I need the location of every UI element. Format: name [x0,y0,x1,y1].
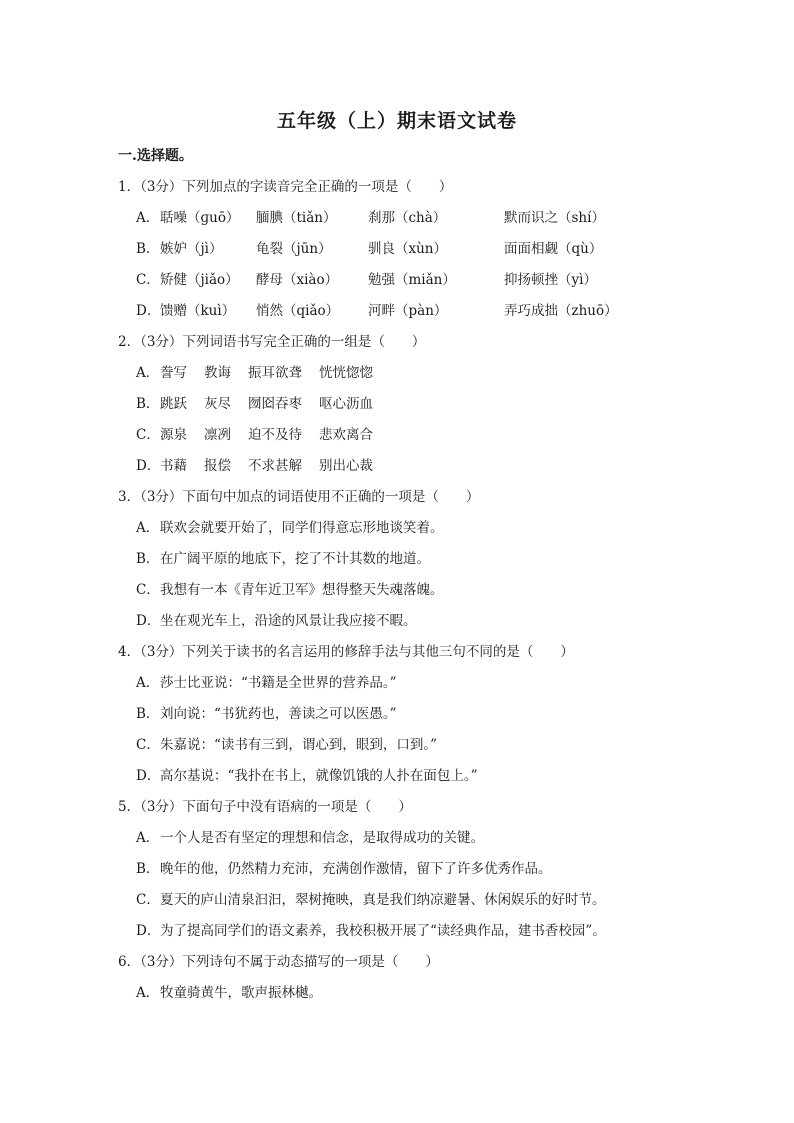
option-row [118,668,738,699]
option-row [118,389,738,420]
option-letter: D． [136,458,161,474]
option-letter: B． [136,861,160,877]
option-row [118,730,738,761]
option-letter: A． [136,675,160,691]
option-item: 不求甚解 [248,458,302,474]
option-item: 悄然（qiǎo） [256,303,340,319]
option-item: 源泉 [160,427,187,443]
option-row [118,916,738,947]
option-letter: C． [136,427,160,443]
question-5 [118,792,738,947]
option-row [118,885,738,916]
option-row [118,544,738,575]
option-item: 迫不及待 [248,427,302,443]
option-row [118,761,738,792]
question-stem: 5．（3分）下面句子中没有语病的一项是（ ） [118,799,412,815]
option-text: 牧童骑黄牛，歌声振林樾。 [160,985,322,1001]
option-text: 晚年的他，仍然精力充沛，充满创作激情，留下了许多优秀作品。 [160,861,552,877]
question-1 [118,172,738,327]
option-item: 嫉妒（jì） [160,241,223,257]
option-item: 悲欢离合 [319,427,373,443]
option-item: 振耳欲聋 [248,365,302,381]
option-row [118,575,738,606]
option-letter: A． [136,985,160,1001]
option-item: 弄巧成拙（zhuō） [504,303,618,319]
option-row [118,358,738,389]
option-text: 为了提高同学们的语文素养，我校积极开展了“读经典作品，建书香校园”。 [160,923,606,939]
question-stem: 3．（3分）下面句中加点的词语使用不正确的一项是（ ） [118,489,480,505]
option-letter: B． [136,241,160,257]
option-item: 恍恍惚惚 [319,365,373,381]
option-letter: A． [136,365,160,381]
option-row [118,420,738,451]
option-text: 夏天的庐山清泉汩汩，翠树掩映，真是我们纳凉避暑、休闲娱乐的好时节。 [160,892,606,908]
option-letter: C． [136,272,160,288]
option-item: 矫健（jiǎo） [160,272,239,288]
option-row [118,699,738,730]
option-letter: D． [136,613,161,629]
option-item: 默而识之（shí） [504,210,605,226]
option-row [118,823,738,854]
option-letter: C． [136,582,160,598]
option-row [118,265,738,296]
option-row [118,854,738,885]
section-heading: 一.选择题。 [118,148,193,164]
question-stem: 2．（3分）下列词语书写完全正确的一组是（ ） [118,334,426,350]
option-row [118,296,738,327]
option-item: 誊写 [160,365,187,381]
option-text: 联欢会就要开始了，同学们得意忘形地谈笑着。 [160,520,444,536]
option-item: 报偿 [204,458,231,474]
option-text: 坐在观光车上，沿途的风景让我应接不暇。 [160,613,417,629]
option-letter: D． [136,923,161,939]
option-letter: A． [136,210,160,226]
question-3 [118,482,738,637]
question-list [118,172,738,1009]
option-row [118,203,738,234]
option-item: 书藉 [160,458,187,474]
option-row [118,513,738,544]
option-text: 朱嘉说：“读书有三到，谓心到，眼到，口到。” [160,737,438,753]
option-item: 河畔（pàn） [368,303,448,319]
option-letter: B． [136,551,160,567]
option-item: 囫囵吞枣 [248,396,302,412]
option-letter: D． [136,303,161,319]
option-letter: A． [136,830,160,846]
page-title: 五年级（上）期末语文试卷 [276,110,517,132]
option-row [118,234,738,265]
option-item: 刹那（chà） [368,210,447,226]
option-letter: B． [136,396,160,412]
option-item: 腼腆（tiǎn） [256,210,337,226]
option-item: 抑扬顿挫（yì） [504,272,597,288]
question-stem: 6．（3分）下列诗句不属于动态描写的一项是（ ） [118,954,439,970]
option-item: 聒噪（ɡuō） [160,210,240,226]
question-6 [118,947,738,1009]
option-item: 呕心沥血 [319,396,373,412]
question-2 [118,327,738,482]
option-text: 我想有一本《青年近卫军》想得整天失魂落魄。 [160,582,444,598]
option-row [118,606,738,637]
option-item: 酵母（xiào） [256,272,339,288]
option-text: 在广阔平原的地底下，挖了不计其数的地道。 [160,551,430,567]
option-item: 馈赠（kuì） [160,303,236,319]
option-item: 教诲 [204,365,231,381]
option-item: 跳跃 [160,396,187,412]
option-letter: D． [136,768,161,784]
option-text: 刘向说：“书犹药也，善读之可以医愚。” [160,706,397,722]
question-4 [118,637,738,792]
option-row [118,451,738,482]
option-letter: A． [136,520,160,536]
option-text: 莎士比亚说：“书籍是全世界的营养品。” [160,675,397,691]
option-item: 灰尽 [204,396,231,412]
option-text: 高尔基说：“我扑在书上，就像饥饿的人扑在面包上。” [160,768,478,784]
option-item: 驯良（xùn） [368,241,448,257]
question-stem: 4．（3分）下列关于读书的名言运用的修辞手法与其他三句不同的是（ ） [118,644,574,660]
option-row [118,978,738,1009]
option-letter: C． [136,737,160,753]
question-stem: 1．（3分）下列加点的字读音完全正确的一项是（ ） [118,179,453,195]
option-item: 面面相觑（qù） [504,241,603,257]
option-item: 龟裂（jūn） [256,241,332,257]
option-letter: C． [136,892,160,908]
option-item: 勉强（miǎn） [368,272,456,288]
option-text: 一个人是否有坚定的理想和信念，是取得成功的关键。 [160,830,484,846]
option-letter: B． [136,706,160,722]
option-item: 凛冽 [204,427,231,443]
option-item: 别出心裁 [319,458,373,474]
